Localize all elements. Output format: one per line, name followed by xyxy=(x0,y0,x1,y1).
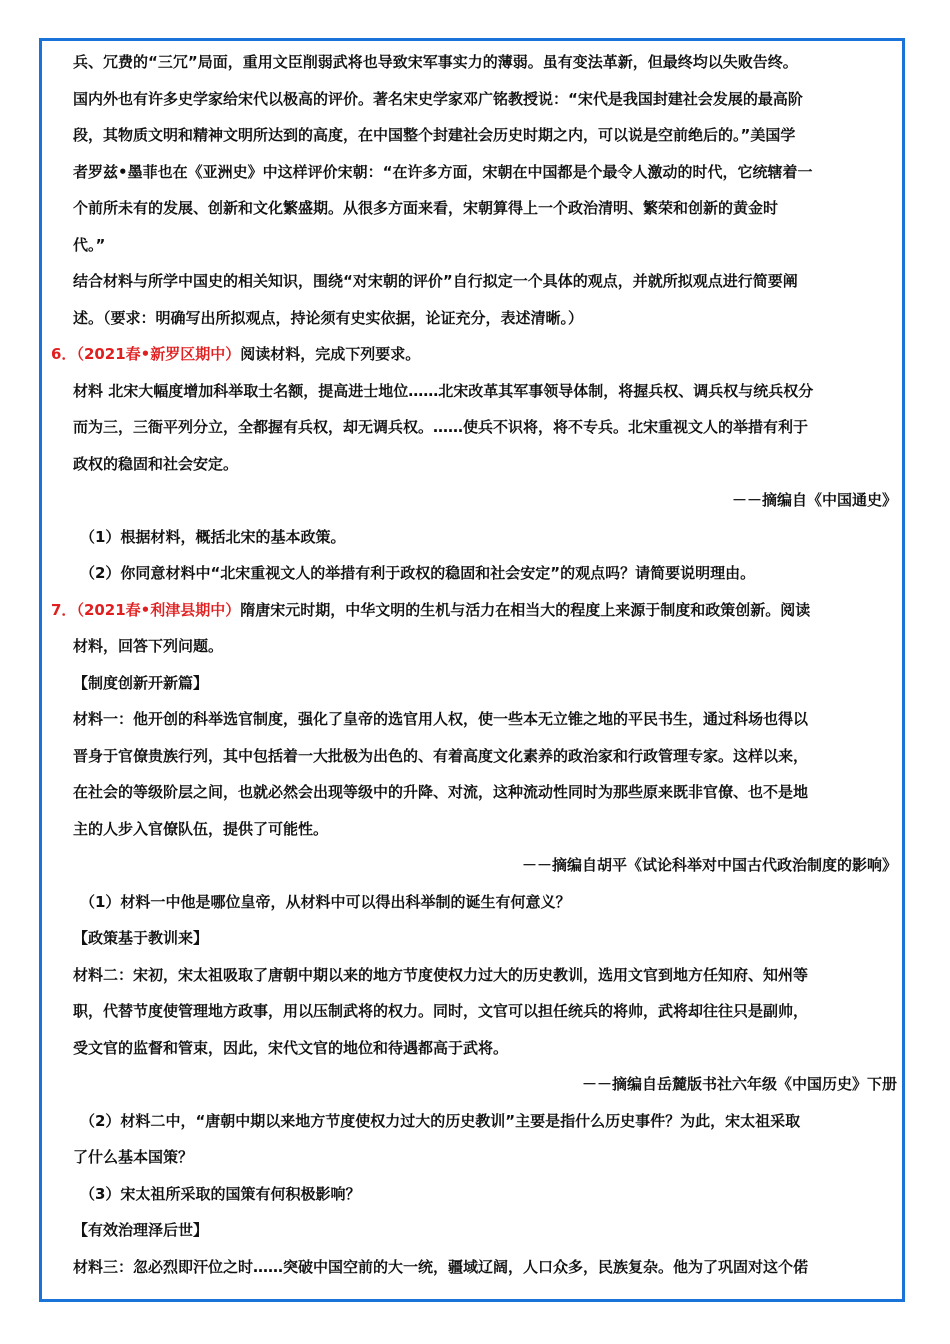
section-heading: 【政策基于教训来】 xyxy=(73,929,209,947)
text-line: 述。（要求：明确写出所拟观点，持论须有史实依据，论证充分，表述清晰。） xyxy=(73,308,584,327)
sub-question: （3）宋太祖所采取的国策有何积极影响？ xyxy=(80,1184,361,1203)
text-line: 而为三，三衙平列分立，全都握有兵权，却无调兵权。……使兵不识将，将不专兵。北宋重视文人的举措有利于 xyxy=(73,418,809,436)
document-body xyxy=(51,44,903,1285)
sub-question: （1）材料一中他是哪位皇帝，从材料中可以得出科举制的诞生有何意义？ xyxy=(80,892,571,911)
text-line: 在社会的等级阶层之间，也就必然会出现等级中的升降、对流，这种流动性同时为那些原来既非官僚、也不是地 xyxy=(73,783,809,801)
source-citation: －－摘编自胡平《试论科举对中国古代政治制度的影响》 xyxy=(521,856,897,874)
text-line: 材料二：宋初，宋太祖吸取了唐朝中期以来的地方节度使权力过大的历史教训，选用文官到地方任知府、知州等 xyxy=(73,965,809,984)
text-line: 受文官的监督和管束，因此，宋代文官的地位和待遇都高于武将。 xyxy=(73,1038,509,1057)
question-prompt: 阅读材料，完成下列要求。 xyxy=(240,345,421,363)
question-prompt: 隋唐宋元时期，中华文明的生机与活力在相当大的程度上来源于制度和政策创新。阅读 xyxy=(240,600,811,619)
text-line: 晋身于官僚贵族行列，其中包括着一大批极为出色的、有着高度文化素养的政治家和行政管理专家。这样以来， xyxy=(73,746,809,765)
question-source: （2021春•新罗区期中） xyxy=(76,345,241,363)
sub-question: （2）材料二中，“唐朝中期以来地方节度使权力过大的历史教训”主要是指什么历史事件？为此，宋太祖采取 xyxy=(80,1111,801,1130)
text-line: 了什么基本国策？ xyxy=(73,1148,194,1166)
question-source: （2021春•利津县期中） xyxy=(76,600,241,619)
question-7-header xyxy=(51,592,903,629)
question-number: 7． xyxy=(51,600,77,619)
text-line: 材料 北宋大幅度增加科举取士名额，提高进士地位……北宋改革其军事领导体制，将握兵权、调兵权与统兵权分 xyxy=(73,381,814,400)
text-line: 政权的稳固和社会安定。 xyxy=(73,454,239,473)
sub-question: （2）你同意材料中“北宋重视文人的举措有利于政权的稳固和社会安定”的观点吗？请简要说明理由。 xyxy=(80,564,756,582)
section-heading: 【制度创新开新篇】 xyxy=(73,673,209,692)
section-heading: 【有效治理泽后世】 xyxy=(73,1221,209,1239)
text-line: 国内外也有许多史学家给宋代以极高的评价。著名宋史学家邓广铭教授说：“宋代是我国封建社会发展的最高阶 xyxy=(73,89,803,108)
text-line: 兵、冗费的“三冗”局面，重用文臣削弱武将也导致宋军事实力的薄弱。虽有变法革新，但最终均以失败告终。 xyxy=(73,53,798,71)
source-citation: －－摘编自《中国通史》 xyxy=(731,491,897,509)
text-line: 结合材料与所学中国史的相关知识，围绕“对宋朝的评价”自行拟定一个具体的观点，并就所拟观点进行简要阐 xyxy=(73,272,798,290)
text-line: 材料一：他开创的科举选官制度，强化了皇帝的选官用人权，使一些本无立锥之地的平民书生，通过科场也得以 xyxy=(73,710,809,728)
question-number: 6． xyxy=(51,345,77,363)
question-6-header xyxy=(51,336,903,373)
text-line: 职，代替节度使管理地方政事，用以压制武将的权力。同时，文官可以担任统兵的将帅，武将却往往只是副帅， xyxy=(73,1002,809,1020)
sub-question: （1）根据材料，概括北宋的基本政策。 xyxy=(80,527,346,546)
text-line: 代。” xyxy=(73,235,106,254)
text-line: 段，其物质文明和精神文明所达到的高度，在中国整个封建社会历史时期之内，可以说是空前绝后的。”美国学 xyxy=(73,126,796,144)
text-line: 主的人步入官僚队伍，提供了可能性。 xyxy=(73,819,329,838)
text-line: 材料三：忽必烈即汗位之时……突破中国空前的大一统，疆域辽阔，人口众多，民族复杂。他为了巩固对这个偌 xyxy=(73,1257,809,1276)
text-line: 者罗兹•墨菲也在《亚洲史》中这样评价宋朝：“在许多方面，宋朝在中国都是个最令人激动的时代，它统辖着一 xyxy=(73,162,813,181)
source-citation: －－摘编自岳麓版书社六年级《中国历史》下册 xyxy=(581,1075,897,1093)
text-line: 材料，回答下列问题。 xyxy=(73,637,224,655)
text-line: 个前所未有的发展、创新和文化繁盛期。从很多方面来看，宋朝算得上一个政治清明、繁荣和创新的黄金时 xyxy=(73,199,779,217)
